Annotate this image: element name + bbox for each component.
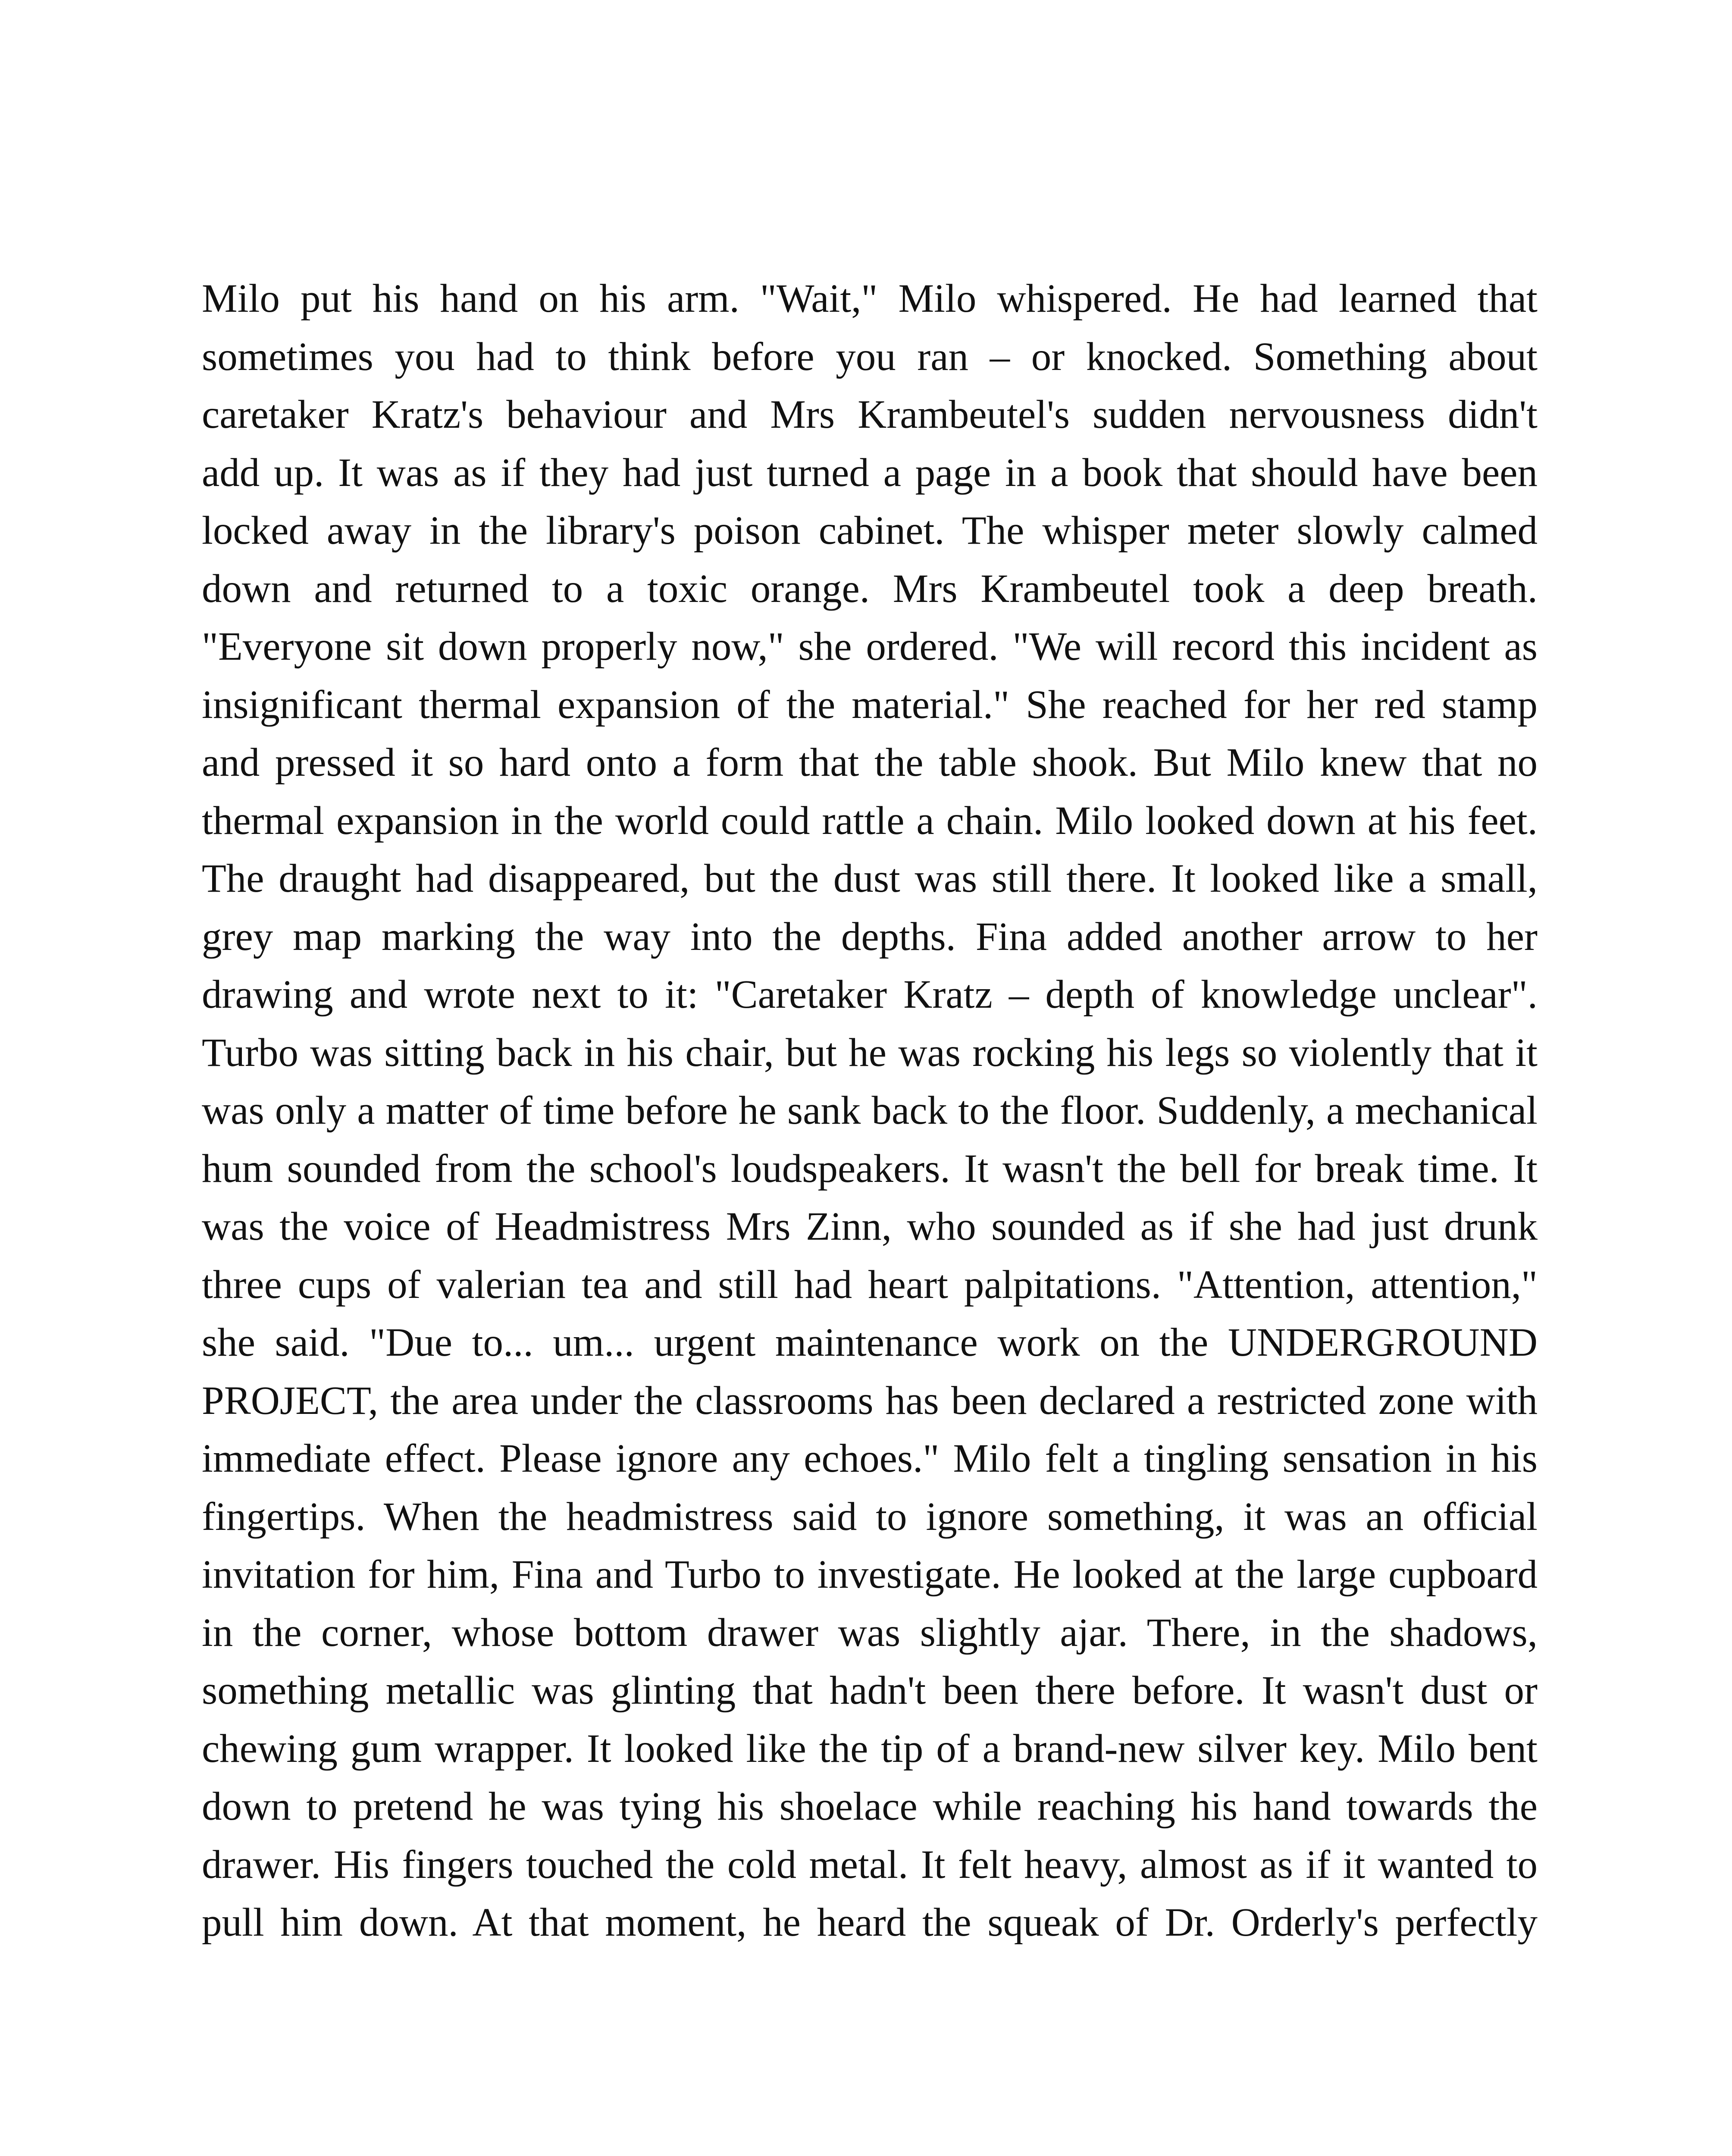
text-line: hum sounded from the school's loudspeakers. It wasn't the bell for break time. It [202, 1146, 1538, 1191]
text-line: down and returned to a toxic orange. Mrs Krambeutel took a deep breath. [202, 566, 1538, 611]
text-line: was only a matter of time before he sank back to the floor. Suddenly, a mechanical [202, 1088, 1538, 1133]
text-line: invitation for him, Fina and Turbo to investigate. He looked at the large cupboard [202, 1552, 1538, 1597]
text-line: fingertips. When the headmistress said to ignore something, it was an official [202, 1494, 1538, 1539]
text-line: add up. It was as if they had just turned a page in a book that should have been [202, 450, 1538, 495]
text-line: "Everyone sit down properly now," she ordered. "We will record this incident as [202, 624, 1538, 669]
text-line: sometimes you had to think before you ran – or knocked. Something about [202, 334, 1538, 379]
text-line: Turbo was sitting back in his chair, but he was rocking his legs so violently that it [202, 1030, 1538, 1075]
text-line: something metallic was glinting that hadn't been there before. It wasn't dust or [202, 1668, 1538, 1713]
text-line: chewing gum wrapper. It looked like the tip of a brand-new silver key. Milo bent [202, 1726, 1538, 1771]
text-line: immediate effect. Please ignore any echoes." Milo felt a tingling sensation in his [202, 1436, 1538, 1481]
text-line: down to pretend he was tying his shoelace while reaching his hand towards the [202, 1784, 1538, 1829]
text-line: was the voice of Headmistress Mrs Zinn, who sounded as if she had just drunk [202, 1204, 1538, 1249]
text-line: in the corner, whose bottom drawer was slightly ajar. There, in the shadows, [202, 1610, 1538, 1655]
text-line: Milo put his hand on his arm. "Wait," Milo whispered. He had learned that [202, 276, 1538, 321]
text-line: pull him down. At that moment, he heard the squeak of Dr. Orderly's perfectly [202, 1900, 1538, 1945]
body-text [202, 270, 1538, 1952]
text-line: PROJECT, the area under the classrooms has been declared a restricted zone with [202, 1378, 1538, 1423]
text-line: The draught had disappeared, but the dust was still there. It looked like a small, [202, 856, 1538, 901]
text-line: thermal expansion in the world could rattle a chain. Milo looked down at his feet. [202, 798, 1538, 843]
text-line: three cups of valerian tea and still had heart palpitations. "Attention, attention," [202, 1262, 1538, 1307]
text-line: insignificant thermal expansion of the material." She reached for her red stamp [202, 682, 1538, 727]
text-line: drawing and wrote next to it: "Caretaker Kratz – depth of knowledge unclear". [202, 972, 1538, 1017]
text-line: drawer. His fingers touched the cold metal. It felt heavy, almost as if it wanted to [202, 1842, 1538, 1887]
text-line: caretaker Kratz's behaviour and Mrs Krambeutel's sudden nervousness didn't [202, 392, 1538, 437]
text-line: and pressed it so hard onto a form that the table shook. But Milo knew that no [202, 740, 1538, 785]
text-line: she said. "Due to... um... urgent maintenance work on the UNDERGROUND [202, 1320, 1538, 1365]
text-line: grey map marking the way into the depths. Fina added another arrow to her [202, 914, 1538, 959]
text-line: locked away in the library's poison cabinet. The whisper meter slowly calmed [202, 508, 1538, 553]
